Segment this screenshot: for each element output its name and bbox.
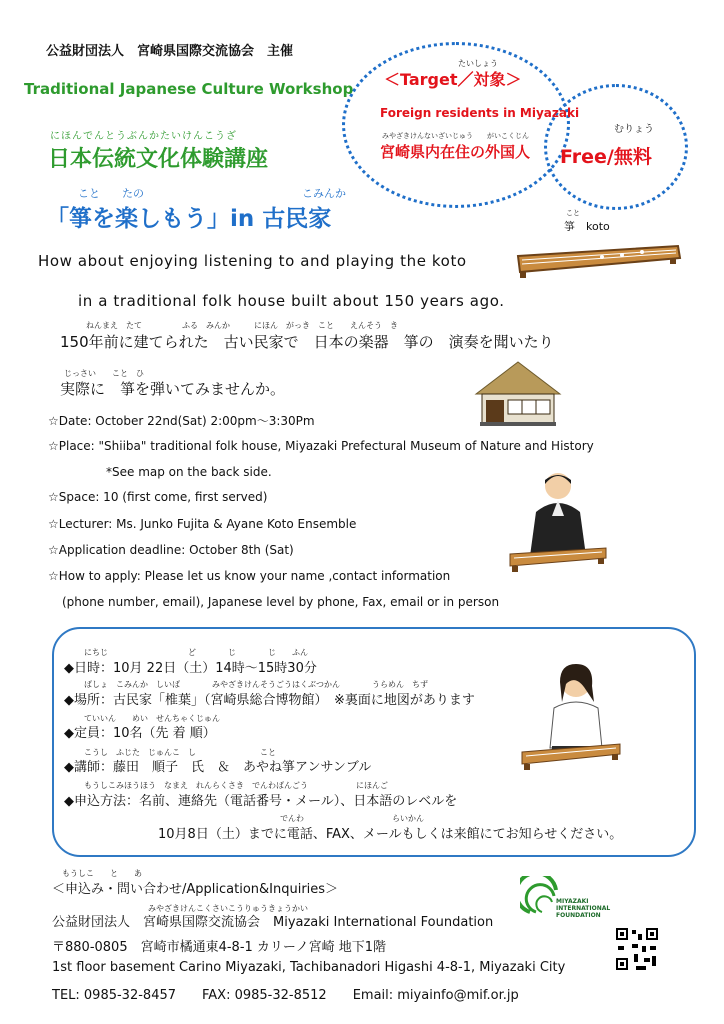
inquiries-heading: ＜申込み・問い合わせ/Application&Inquiries＞ xyxy=(52,882,339,897)
free-ruby: むりょう xyxy=(614,124,654,135)
koto-caption: 箏 koto xyxy=(564,220,610,233)
jp-space-ruby: ていいん めい せんちゃくじゅん xyxy=(84,714,220,723)
jp-apply: ◆申込方法：名前、連絡先（電話番号・メール）、日本語のレベルを xyxy=(64,794,458,809)
koto-caption-ruby: こと xyxy=(566,209,580,217)
detail-deadline: ☆Application deadline: October 8th (Sat) xyxy=(48,543,294,557)
subtitle-ruby-2: こみんか xyxy=(302,187,346,200)
detail-how-to-apply: ☆How to apply: Please let us know your name ,contact information xyxy=(48,569,451,583)
address-en: 1st floor basement Carino Miyazaki, Tachibanadori Higashi 4-8-1, Miyazaki City xyxy=(52,960,566,975)
subtitle: 「箏を楽しもう」in 古民家 xyxy=(46,206,332,232)
target-en: Foreign residents in Miyazaki xyxy=(380,106,580,120)
workshop-title-en: Traditional Japanese Culture Workshop xyxy=(24,80,354,98)
detail-how-to-apply-cont: (phone number, email), Japanese level by phone, Fax, email or in person xyxy=(62,595,500,609)
org-line: 公益財団法人 宮崎県国際交流協会 Miyazaki International Foundation xyxy=(52,915,494,930)
target-title: ＜Target／対象＞ xyxy=(384,70,522,89)
jp-date: ◆日時：10月 22日（土）14時～15時30分 xyxy=(64,661,317,676)
intro-jp-1-ruby: ねんまえ たて ふる みんか にほん がっき こと えんそう き xyxy=(86,321,398,330)
jp-lecturer: ◆講師：藤田 順子 氏 ＆ あやね箏アンサンブル xyxy=(64,760,372,775)
address-jp: 〒880-0805 宮崎市橘通東4-8-1 カリーノ宮崎 地下1階 xyxy=(52,940,387,955)
target-jp: 宮崎県内在住の外国人 xyxy=(380,143,531,161)
target-ruby: たいしょう xyxy=(458,59,498,68)
detail-place: ☆Place: "Shiiba" traditional folk house, Miyazaki Prefectural Museum of Nature and History xyxy=(48,439,594,453)
intro-en-2: in a traditional folk house built about 150 years ago. xyxy=(78,292,505,310)
jp-lecturer-ruby: こうし ふじた じゅんこ し こと xyxy=(84,748,276,757)
intro-en-1: How about enjoying listening to and playing the koto xyxy=(38,252,467,270)
organizer: 公益財団法人 宮崎県国際交流協会 主催 xyxy=(46,44,294,59)
intro-jp-1: 150年前に建てられた 古い民家で 日本の楽器 箏の 演奏を聞いたり xyxy=(60,333,554,351)
contact-line: TEL: 0985-32-8457 FAX: 0985-32-8512 Email: miyainfo@mif.or.jp xyxy=(52,988,519,1003)
jp-space: ◆定員：10名（先 着 順） xyxy=(64,726,216,741)
koto-illustration xyxy=(512,240,684,284)
intro-jp-2-ruby: じっさい こと ひ xyxy=(64,369,144,378)
jp-apply-cont: 10月8日（土）までに電話、FAX、メールもしくは来館にてお知らせください。 xyxy=(158,827,623,842)
free-label: Free/無料 xyxy=(560,146,652,168)
jp-place: ◆場所：古民家「椎葉」（宮崎県総合博物館） ※裏面に地図があります xyxy=(64,693,475,708)
workshop-title-ruby: にほんでんとうぶんかたいけんこうざ xyxy=(50,131,237,142)
jp-apply-cont-ruby: でんわ らいかん xyxy=(280,814,424,823)
detail-lecturer: ☆Lecturer: Ms. Junko Fujita & Ayane Koto Ensemble xyxy=(48,517,357,531)
folk-house-illustration xyxy=(472,360,564,432)
mif-logo-text: MIYAZAKI INTERNATIONAL FOUNDATION xyxy=(556,898,611,919)
jp-date-ruby: にちじ ど じ じ ふん xyxy=(84,648,308,657)
inquiries-ruby: もうしこ と あ xyxy=(62,869,142,878)
target-jp-ruby: みやざきけんないざいじゅう がいこくじん xyxy=(382,132,529,140)
intro-jp-2: 実際に 箏を弾いてみませんか。 xyxy=(60,380,286,398)
detail-map-note: *See map on the back side. xyxy=(106,465,272,479)
subtitle-ruby-1: こと たの xyxy=(78,187,144,200)
workshop-title-jp: 日本伝統文化体験講座 xyxy=(48,147,269,172)
jp-apply-ruby: もうしこみほうほう なまえ れんらくさき でんわばんごう にほんご xyxy=(84,781,388,790)
qr-code[interactable] xyxy=(614,926,660,976)
jp-place-ruby: ばしょ こみんか しいば みやざきけんそうごうはくぶつかん うらめん ちず xyxy=(84,680,428,689)
koto-player-illustration-woman xyxy=(520,660,624,780)
detail-date: ☆Date: October 22nd(Sat) 2:00pm～3:30Pm xyxy=(48,414,315,428)
koto-player-illustration-man xyxy=(508,470,608,580)
detail-space: ☆Space: 10 (first come, first served) xyxy=(48,490,268,504)
org-ruby: みやざきけんこくさいこうりゅうきょうかい xyxy=(148,904,308,913)
